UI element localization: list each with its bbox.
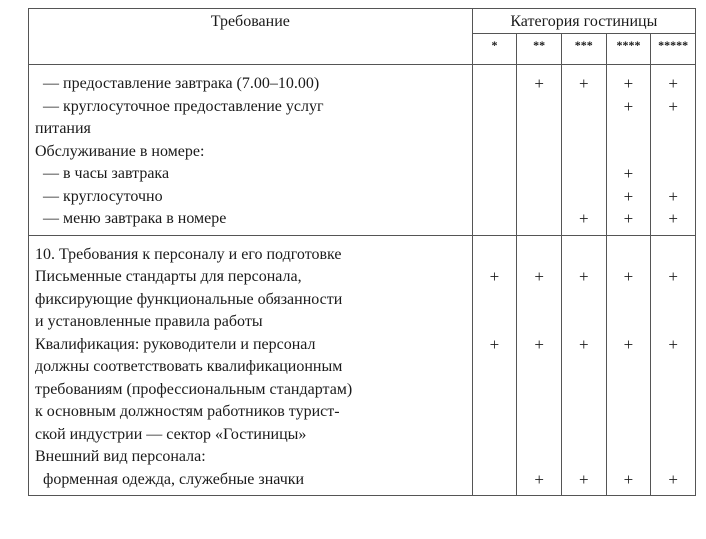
requirement-header: Требование — [29, 9, 473, 65]
stars-1: * — [472, 34, 517, 65]
mark: + — [668, 267, 678, 286]
list-item: — круглосуточно — [43, 187, 163, 205]
list-item: должны соответствовать квалификационным — [35, 358, 343, 375]
marks-col-1 — [472, 235, 517, 496]
marks-col-4 — [606, 65, 651, 236]
mark — [651, 289, 695, 312]
mark — [607, 424, 651, 447]
mark — [607, 356, 651, 379]
mark — [517, 424, 561, 447]
mark — [562, 356, 606, 379]
mark — [562, 118, 606, 141]
mark — [473, 96, 517, 119]
mark — [651, 379, 695, 402]
mark — [517, 186, 561, 209]
section-service-rows — [29, 65, 696, 236]
stars-4: **** — [606, 34, 651, 65]
mark: + — [489, 267, 500, 286]
list-item: Обслуживание в номере: — [35, 142, 205, 160]
mark — [473, 73, 517, 96]
mark: + — [534, 74, 544, 93]
list-item: — круглосуточное предоставление услуг — [43, 97, 324, 115]
mark — [473, 311, 517, 334]
mark: + — [668, 469, 678, 489]
mark — [607, 311, 651, 334]
marks-col-5 — [651, 65, 696, 236]
mark — [517, 141, 561, 164]
mark: + — [534, 334, 544, 354]
mark: + — [578, 334, 589, 354]
mark: + — [489, 334, 500, 354]
list-item: к основным должностям работников турист- — [35, 403, 340, 420]
mark — [517, 446, 561, 469]
mark — [562, 96, 606, 119]
mark — [517, 401, 561, 424]
mark — [651, 244, 695, 267]
requirement-cell — [29, 235, 473, 496]
mark — [517, 311, 561, 334]
list-item: Внешний вид персонала: — [35, 448, 206, 465]
mark — [473, 186, 517, 209]
mark — [473, 424, 517, 447]
list-item: — предоставление завтрака (7.00–10.00) — [43, 75, 320, 92]
list-item: фиксирующие функциональные обязанности — [35, 290, 343, 308]
mark — [473, 141, 517, 164]
mark — [473, 244, 517, 267]
category-header: Категория гостиницы — [472, 9, 695, 34]
requirement-cell — [29, 65, 473, 236]
mark — [651, 311, 695, 334]
mark: + — [534, 267, 544, 286]
stars-2: ** — [517, 34, 562, 65]
mark — [651, 141, 695, 164]
mark — [473, 208, 517, 231]
mark — [473, 446, 517, 469]
mark — [562, 163, 606, 186]
mark — [607, 401, 651, 424]
marks-col-3 — [561, 235, 606, 496]
mark: + — [578, 469, 589, 489]
mark: + — [623, 74, 634, 93]
mark — [473, 118, 517, 141]
mark — [607, 141, 651, 164]
mark — [517, 163, 561, 186]
mark — [562, 379, 606, 402]
mark: + — [668, 334, 678, 354]
mark: + — [623, 186, 634, 206]
mark — [562, 186, 606, 209]
mark — [562, 244, 606, 267]
marks-col-2 — [517, 65, 562, 236]
mark — [562, 446, 606, 469]
mark: + — [578, 267, 589, 286]
mark — [562, 289, 606, 312]
mark: + — [668, 96, 678, 116]
mark — [607, 379, 651, 402]
mark — [562, 311, 606, 334]
list-item: Письменные стандарты для персонала, — [35, 268, 302, 285]
mark — [562, 401, 606, 424]
mark: + — [623, 164, 634, 183]
requirements-table — [28, 8, 696, 496]
mark — [651, 163, 695, 186]
mark — [473, 356, 517, 379]
stars-5: ***** — [651, 34, 696, 65]
mark: + — [623, 96, 634, 116]
list-item: — меню завтрака в номере — [43, 210, 227, 227]
mark: + — [578, 209, 589, 228]
mark — [473, 379, 517, 402]
mark — [562, 141, 606, 164]
mark — [607, 289, 651, 312]
mark: + — [623, 334, 634, 354]
list-item: — в часы завтрака — [43, 165, 170, 182]
marks-col-1 — [472, 65, 517, 236]
stars-3: *** — [561, 34, 606, 65]
mark — [651, 356, 695, 379]
table-header-row — [29, 9, 696, 34]
section-heading: 10. Требования к персоналу и его подготовке — [35, 245, 342, 263]
mark — [607, 244, 651, 267]
marks-col-5 — [651, 235, 696, 496]
mark — [517, 208, 561, 231]
mark — [651, 118, 695, 141]
mark: + — [578, 74, 589, 93]
mark — [517, 289, 561, 312]
list-item: ской индустрии — сектор «Гостиницы» — [35, 425, 307, 443]
mark: + — [668, 186, 678, 206]
marks-col-3 — [561, 65, 606, 236]
marks-col-2 — [517, 235, 562, 496]
mark — [473, 401, 517, 424]
list-item: и установленные правила работы — [35, 313, 263, 330]
mark — [517, 96, 561, 119]
mark: + — [623, 209, 634, 228]
mark — [562, 424, 606, 447]
mark — [651, 401, 695, 424]
mark: + — [623, 267, 634, 286]
mark — [607, 118, 651, 141]
list-item: питания — [35, 120, 91, 137]
mark — [473, 289, 517, 312]
list-item: требованиям (профессиональным стандартам) — [35, 380, 353, 398]
mark — [651, 424, 695, 447]
list-item: Квалификация: руководители и персонал — [35, 335, 316, 353]
section-staff-rows — [29, 235, 696, 496]
mark — [473, 469, 517, 492]
mark — [651, 446, 695, 469]
mark: + — [534, 469, 544, 489]
marks-col-4 — [606, 235, 651, 496]
mark — [517, 379, 561, 402]
mark: + — [668, 209, 678, 228]
mark: + — [623, 469, 634, 489]
mark: + — [668, 74, 678, 93]
mark — [517, 118, 561, 141]
list-item: форменная одежда, служебные значки — [43, 470, 305, 488]
mark — [517, 356, 561, 379]
mark — [607, 446, 651, 469]
mark — [517, 244, 561, 267]
mark — [473, 163, 517, 186]
